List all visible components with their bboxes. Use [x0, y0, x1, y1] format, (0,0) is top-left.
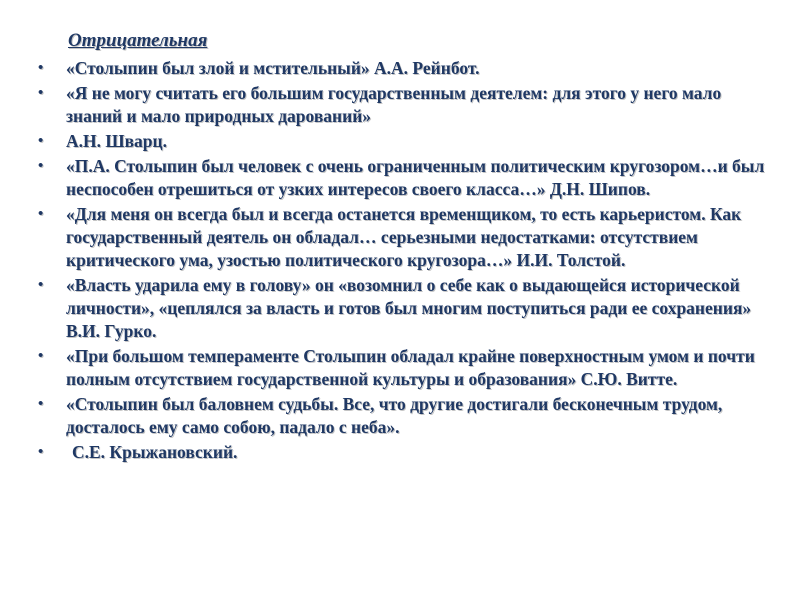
list-item: [34, 441, 779, 464]
quote-text: «Столыпин был баловнем судьбы. Все, что другие достигали бесконечным трудом, досталось ему само собою, падало с неба».: [66, 394, 723, 437]
list-item: [34, 345, 779, 391]
bullet-icon: •: [38, 85, 44, 101]
list-item: [34, 274, 779, 343]
quote-text: «Я не могу считать его большим государственным деятелем: для этого у него мало знаний и мало природных дарований»: [66, 83, 722, 126]
bullet-icon: •: [38, 206, 44, 222]
quote-list: [34, 57, 779, 466]
bullet-icon: •: [38, 133, 44, 149]
quote-text: «При большом темпераменте Столыпин обладал крайне поверхностным умом и почти полным отсутствием государственной культуры и образования» С.Ю. Витте.: [66, 346, 755, 389]
quote-text: С.Е. Крыжановский.: [72, 442, 238, 462]
bullet-icon: •: [38, 396, 44, 412]
quote-text: «Для меня он всегда был и всегда останется временщиком, то есть карьеристом. Как государственный деятель он обладал… серьезными недостатками: отсутствием критического ума, узостью политического кругозора…» И.И. Толстой.: [66, 204, 742, 270]
quote-text: А.Н. Шварц.: [66, 131, 167, 151]
bullet-icon: •: [38, 158, 44, 174]
list-item: [34, 82, 779, 128]
quote-text: «П.А. Столыпин был человек с очень ограниченным политическим кругозором…и был неспособен отрешиться от узких интересов своего класса…» Д.Н. Шипов.: [66, 156, 765, 199]
bullet-icon: •: [38, 348, 44, 364]
list-item: [34, 155, 779, 201]
bullet-icon: •: [38, 444, 44, 460]
list-item: [34, 203, 779, 272]
bullet-icon: •: [38, 60, 44, 76]
list-item: [34, 393, 779, 439]
slide-heading: Отрицательная: [68, 30, 208, 51]
list-item: [34, 130, 779, 153]
quote-text: «Власть ударила ему в голову» он «возомнил о себе как о выдающейся исторической личности», «цеплялся за власть и готов был многим поступиться ради ее сохранения» В.И. Гурко.: [66, 275, 752, 341]
quote-text: «Столыпин был злой и мстительный» А.А. Рейнбот.: [66, 58, 480, 78]
bullet-icon: •: [38, 277, 44, 293]
list-item: [34, 57, 779, 80]
